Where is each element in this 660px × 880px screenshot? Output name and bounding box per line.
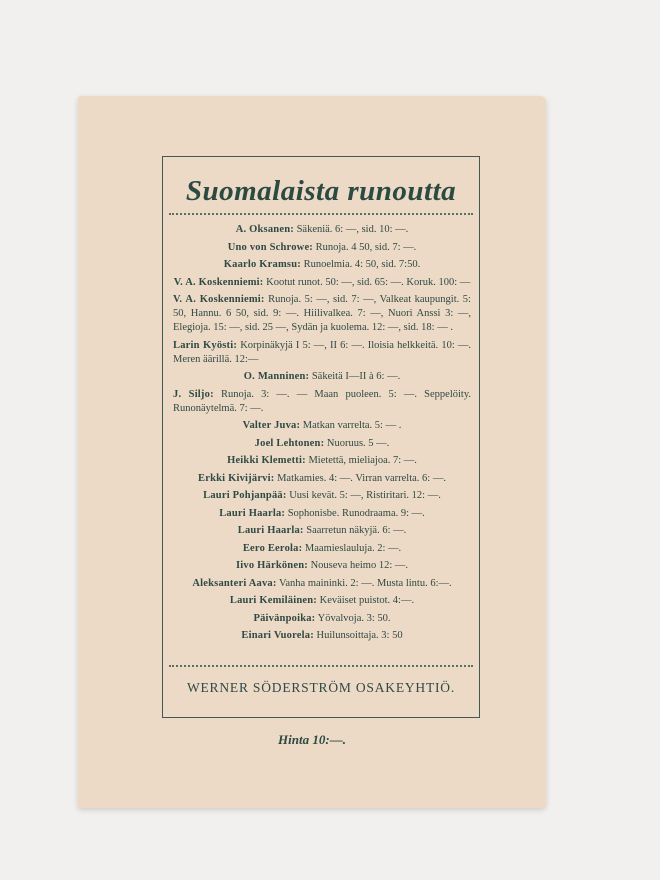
works-text: Yövalvoja. 3: 50. (315, 612, 391, 624)
list-item (173, 241, 471, 255)
list-item (173, 612, 471, 626)
author-name: Kaarlo Kramsu: (223, 259, 301, 270)
book-back-cover (78, 96, 546, 808)
works-text: Säkeitä I—II à 6: —. (309, 371, 401, 382)
works-text: Maamieslauluja. 2: —. (302, 542, 402, 554)
author-name: Joel Lehtonen: (254, 437, 325, 449)
author-name: Iivo Härkönen: (236, 560, 308, 571)
works-text: Runoja. 3: —. — Maan puoleen. 5: —. Seppelöity. Runonäytelmä. 7: —. (173, 388, 472, 414)
bottom-dotted-rule (169, 665, 473, 667)
list-item (173, 577, 471, 591)
works-text: Korpinäkyjä I 5: —, II 6: —. Iloisia helkkeitä. 10: —. Meren äärillä. 12:— (173, 339, 471, 365)
price-label: Hinta 10:—. (278, 732, 346, 747)
works-text: Runoelmia. 4: 50, sid. 7:50. (300, 259, 421, 270)
works-text: Matkamies. 4: —. Virran varrelta. 6: —. (274, 472, 446, 484)
list-item (173, 454, 471, 468)
works-text: Mietettä, mieliajoa. 7: —. (305, 455, 417, 466)
works-text: Nuoruus. 5 —. (324, 437, 390, 449)
cover-title: Suomalaista runoutta (185, 175, 457, 207)
publisher-name: WERNER SÖDERSTRÖM OSAKEYHTIÖ. (186, 680, 456, 695)
author-name: Lauri Haarla: (237, 525, 304, 536)
list-item (173, 507, 471, 521)
author-name: O. Manninen: (243, 371, 310, 382)
list-item (173, 276, 471, 290)
list-item (173, 258, 471, 272)
author-name: Valter Juva: (242, 420, 301, 431)
works-text: Vanha maininki. 2: —. Musta lintu. 6:—. (276, 577, 452, 589)
list-item (173, 489, 471, 503)
works-text: Keväiset puistot. 4:—. (316, 595, 415, 606)
author-name: Aleksanteri Aava: (192, 577, 277, 589)
works-text: Säkeniä. 6: —, sid. 10: —. (293, 224, 409, 235)
author-name: V. A. Koskenniemi: (173, 294, 265, 305)
works-text: Saarretun näkyjä. 6: —. (303, 525, 407, 536)
book-list (173, 223, 471, 647)
author-name: Päivänpoika: (253, 612, 316, 624)
list-item (173, 419, 471, 433)
list-item (173, 339, 471, 367)
author-name: Erkki Kivijärvi: (198, 472, 275, 484)
author-name: Heikki Klemetti: (227, 455, 306, 466)
top-dotted-rule (169, 213, 473, 215)
list-item (173, 472, 471, 486)
author-name: J. Siljo: (173, 388, 214, 400)
author-name: Uno von Schrowe: (227, 241, 313, 253)
list-item (173, 594, 471, 608)
list-item (173, 629, 471, 643)
works-text: Sophonisbe. Runodraama. 9: —. (285, 507, 425, 519)
works-text: Kootut runot. 50: —, sid. 65: —. Koruk. 100: — (263, 276, 471, 288)
works-text: Nouseva heimo 12: —. (307, 560, 408, 571)
list-item (173, 559, 471, 573)
list-item (173, 524, 471, 538)
list-item (173, 437, 471, 451)
works-text: Huilunsoittaja. 3: 50 (313, 630, 403, 641)
list-item (173, 542, 471, 556)
author-name: Eero Eerola: (242, 542, 303, 554)
author-name: Larin Kyösti: (173, 339, 238, 351)
author-name: A. Oksanen: (235, 224, 294, 235)
list-item (173, 223, 471, 237)
list-item (173, 388, 471, 416)
works-text: Uusi kevät. 5: —, Ristiritari. 12: —. (286, 490, 441, 501)
author-name: Lauri Haarla: (219, 507, 286, 519)
works-text: Runoja. 5: —, sid. 7: —, Valkeat kaupungit. 5: 50, Hannu. 6 50, sid. 9: —. Hiilivalkea. 7: —, Nuori Anssi 3: —, Elegioja. 15: —, sid. 25 —, Sydän ja kuolema. 12: —, sid. 18: — . (173, 294, 471, 333)
list-item (173, 370, 471, 384)
author-name: Lauri Pohjanpää: (203, 490, 287, 501)
works-text: Matkan varrelta. 5: — . (300, 420, 402, 431)
content-frame (162, 156, 480, 718)
author-name: V. A. Koskenniemi: (173, 276, 264, 288)
works-text: Runoja. 4 50, sid. 7: —. (313, 241, 417, 253)
author-name: Einari Vuorela: (241, 630, 314, 641)
author-name: Lauri Kemiläinen: (229, 595, 317, 606)
list-item (173, 293, 471, 335)
